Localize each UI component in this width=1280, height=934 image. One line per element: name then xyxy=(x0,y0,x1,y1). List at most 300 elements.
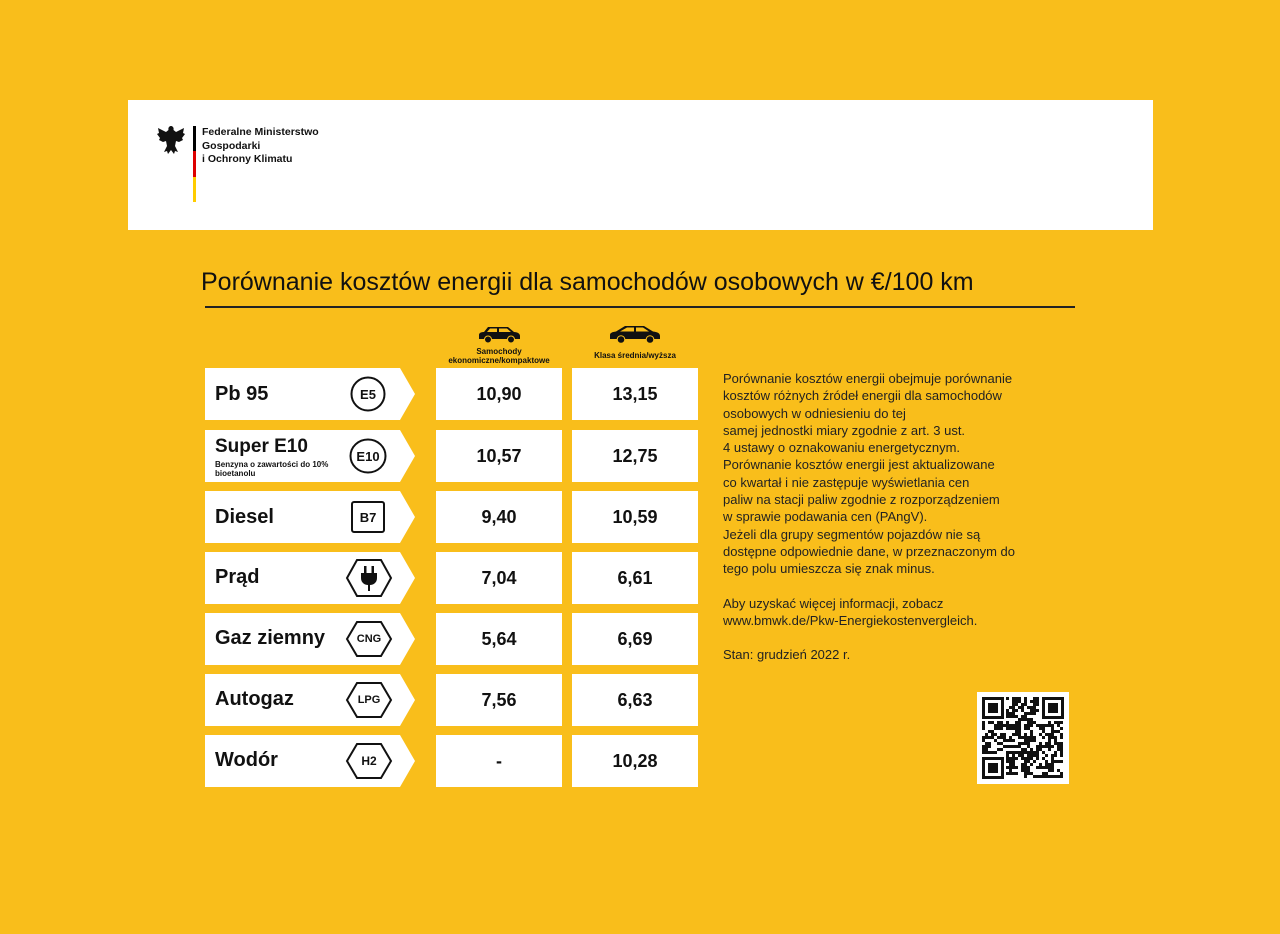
qr-module xyxy=(1030,739,1033,742)
qr-module xyxy=(988,736,991,739)
qr-module xyxy=(1018,754,1021,757)
fuel-name: Gaz ziemny xyxy=(215,627,326,649)
qr-module xyxy=(1015,727,1018,730)
qr-module xyxy=(1051,754,1054,757)
qr-module xyxy=(1060,772,1063,775)
cost-cell-midsize: 10,28 xyxy=(572,735,698,787)
qr-module xyxy=(1027,757,1030,760)
qr-module xyxy=(1051,766,1054,769)
qr-module xyxy=(1024,772,1027,775)
flag-stripe-gold xyxy=(193,177,196,202)
qr-module xyxy=(1015,772,1018,775)
qr-module xyxy=(1060,733,1063,736)
qr-module xyxy=(1036,775,1039,778)
qr-module xyxy=(982,727,985,730)
qr-module xyxy=(1024,757,1027,760)
qr-module xyxy=(1024,718,1027,721)
qr-module xyxy=(997,748,1000,751)
qr-module xyxy=(1057,742,1060,745)
qr-module xyxy=(997,727,1000,730)
qr-module xyxy=(1054,739,1057,742)
qr-module xyxy=(1051,757,1054,760)
qr-module xyxy=(1039,724,1042,727)
qr-module xyxy=(1057,721,1060,724)
qr-module xyxy=(1018,727,1021,730)
qr-module xyxy=(1000,721,1003,724)
qr-module xyxy=(1057,730,1060,733)
cost-cell-midsize: 13,15 xyxy=(572,368,698,420)
qr-module xyxy=(982,724,985,727)
qr-module xyxy=(1054,742,1057,745)
qr-module xyxy=(1045,775,1048,778)
qr-module xyxy=(1006,739,1009,742)
federal-eagle-icon xyxy=(156,124,186,156)
qr-module xyxy=(1030,763,1033,766)
fuel-badge-lpg xyxy=(345,681,393,719)
qr-module xyxy=(1012,766,1015,769)
qr-module xyxy=(1054,751,1057,754)
cost-cell-midsize: 6,61 xyxy=(572,552,698,604)
qr-module xyxy=(1060,748,1063,751)
qr-module xyxy=(982,721,985,724)
qr-module xyxy=(1042,775,1045,778)
qr-module xyxy=(1030,757,1033,760)
fuel-badge-label: CNG xyxy=(356,633,382,645)
qr-module xyxy=(997,742,1000,745)
qr-module xyxy=(1027,745,1030,748)
qr-module xyxy=(1015,697,1018,700)
qr-module xyxy=(1009,736,1012,739)
qr-module xyxy=(1024,697,1027,700)
qr-module xyxy=(1024,775,1027,778)
qr-module xyxy=(1051,760,1054,763)
qr-module xyxy=(1027,754,1030,757)
qr-module xyxy=(1027,718,1030,721)
qr-module xyxy=(1024,724,1027,727)
qr-module xyxy=(1006,751,1009,754)
qr-module xyxy=(1030,718,1033,721)
qr-module xyxy=(1006,727,1009,730)
fuel-badge-label: LPG xyxy=(357,694,381,706)
qr-module xyxy=(982,736,985,739)
ministry-name xyxy=(202,126,319,167)
qr-module xyxy=(1006,745,1009,748)
compact-car-icon xyxy=(476,326,522,344)
qr-module xyxy=(1024,703,1027,706)
qr-module xyxy=(1051,763,1054,766)
qr-module xyxy=(1003,733,1006,736)
qr-module xyxy=(1009,760,1012,763)
qr-module xyxy=(1060,754,1063,757)
qr-module xyxy=(1003,736,1006,739)
qr-module xyxy=(1012,706,1015,709)
qr-module xyxy=(1021,736,1024,739)
qr-module xyxy=(985,745,988,748)
qr-module xyxy=(1027,724,1030,727)
qr-module xyxy=(1012,727,1015,730)
qr-module xyxy=(1009,724,1012,727)
qr-module xyxy=(1048,745,1051,748)
qr-module xyxy=(1009,745,1012,748)
qr-module xyxy=(1015,733,1018,736)
qr-module xyxy=(1015,745,1018,748)
qr-module xyxy=(1060,727,1063,730)
qr-module xyxy=(1021,748,1024,751)
qr-module xyxy=(1030,751,1033,754)
qr-module xyxy=(1009,706,1012,709)
qr-module xyxy=(1012,772,1015,775)
qr-code-icon xyxy=(977,692,1069,784)
qr-module xyxy=(1051,745,1054,748)
qr-module xyxy=(1018,700,1021,703)
fuel-row-cng xyxy=(205,613,415,665)
fuel-row-pb95 xyxy=(205,368,415,420)
qr-module xyxy=(1045,760,1048,763)
qr-module xyxy=(1009,763,1012,766)
qr-module xyxy=(1033,709,1036,712)
flag-stripe-red xyxy=(193,151,196,176)
fuel-badge-label: H2 xyxy=(361,754,377,768)
cost-cell-compact: 9,40 xyxy=(436,491,562,543)
qr-module xyxy=(1024,751,1027,754)
qr-module xyxy=(1036,748,1039,751)
qr-module xyxy=(1033,775,1036,778)
qr-module xyxy=(1012,757,1015,760)
qr-module xyxy=(985,748,988,751)
qr-module xyxy=(1033,697,1036,700)
fuel-row-hydrogen xyxy=(205,735,415,787)
qr-module xyxy=(1006,754,1009,757)
ministry-line-3: i Ochrony Klimatu xyxy=(202,153,293,165)
qr-module xyxy=(1009,715,1012,718)
cost-cell-compact: 10,90 xyxy=(436,368,562,420)
qr-module xyxy=(1054,754,1057,757)
fuel-row-super-e10 xyxy=(205,430,415,482)
fuel-row-lpg xyxy=(205,674,415,726)
qr-module xyxy=(1015,724,1018,727)
qr-module xyxy=(1030,754,1033,757)
qr-module xyxy=(1060,745,1063,748)
flag-stripe-black xyxy=(193,126,196,151)
qr-module xyxy=(1027,721,1030,724)
qr-module xyxy=(1021,754,1024,757)
qr-module xyxy=(1042,724,1045,727)
qr-module xyxy=(1021,763,1024,766)
qr-module xyxy=(1030,730,1033,733)
cost-cell-compact: 10,57 xyxy=(436,430,562,482)
ministry-line-1: Federalne Ministerstwo xyxy=(202,126,319,138)
qr-module xyxy=(1033,760,1036,763)
fuel-name: Autogaz xyxy=(215,688,294,710)
qr-module xyxy=(1024,712,1027,715)
qr-module xyxy=(1027,760,1030,763)
qr-module xyxy=(1012,715,1015,718)
qr-module xyxy=(1036,754,1039,757)
qr-module xyxy=(1060,751,1063,754)
qr-module xyxy=(1060,760,1063,763)
qr-module xyxy=(1018,751,1021,754)
fuel-badge-label: E10 xyxy=(356,448,380,464)
qr-module xyxy=(1021,742,1024,745)
qr-module xyxy=(1045,766,1048,769)
cost-cell-midsize: 12,75 xyxy=(572,430,698,482)
qr-module xyxy=(1009,727,1012,730)
qr-module xyxy=(1048,763,1051,766)
qr-module xyxy=(1048,748,1051,751)
qr-module xyxy=(1012,700,1015,703)
fuel-name: Pb 95 xyxy=(215,383,269,405)
qr-module xyxy=(1048,775,1051,778)
qr-module xyxy=(997,724,1000,727)
qr-module xyxy=(1030,709,1033,712)
qr-module xyxy=(1027,769,1030,772)
qr-module xyxy=(1018,724,1021,727)
fuel-name: Prąd xyxy=(215,566,260,588)
qr-module xyxy=(1006,772,1009,775)
qr-module xyxy=(1048,733,1051,736)
qr-module xyxy=(994,727,997,730)
qr-module xyxy=(1048,769,1051,772)
qr-module xyxy=(1030,706,1033,709)
qr-module xyxy=(1012,712,1015,715)
status-date: Stan: grudzień 2022 r. xyxy=(723,647,851,663)
qr-module xyxy=(994,751,997,754)
cost-cell-compact: - xyxy=(436,735,562,787)
qr-module xyxy=(1048,766,1051,769)
qr-module xyxy=(1006,760,1009,763)
qr-module xyxy=(1003,724,1006,727)
qr-module xyxy=(1006,724,1009,727)
qr-module xyxy=(1045,763,1048,766)
qr-module xyxy=(1024,766,1027,769)
description-text xyxy=(723,370,1063,680)
qr-module xyxy=(1048,724,1051,727)
qr-module xyxy=(1021,769,1024,772)
qr-module xyxy=(1015,751,1018,754)
qr-module xyxy=(1057,760,1060,763)
fuel-row-diesel xyxy=(205,491,415,543)
qr-module xyxy=(1012,703,1015,706)
cost-cell-midsize: 6,69 xyxy=(572,613,698,665)
qr-module xyxy=(1024,739,1027,742)
qr-module xyxy=(1030,748,1033,751)
qr-module xyxy=(1030,772,1033,775)
qr-module xyxy=(1033,721,1036,724)
qr-module xyxy=(1051,724,1054,727)
qr-module xyxy=(1027,727,1030,730)
cost-cell-compact: 7,04 xyxy=(436,552,562,604)
qr-module xyxy=(1042,751,1045,754)
qr-module xyxy=(985,733,988,736)
qr-module xyxy=(1006,709,1009,712)
qr-module xyxy=(1054,730,1057,733)
qr-module xyxy=(1039,775,1042,778)
column-header-midsize xyxy=(572,324,698,360)
fuel-badge-e5 xyxy=(350,376,386,412)
qr-module xyxy=(1057,748,1060,751)
column-header-midsize-label: Klasa średnia/wyższa xyxy=(594,351,676,360)
qr-module xyxy=(1048,721,1051,724)
qr-module xyxy=(985,736,988,739)
qr-module xyxy=(1000,748,1003,751)
qr-module xyxy=(1006,721,1009,724)
qr-module xyxy=(1021,715,1024,718)
fuel-badge-electric xyxy=(345,558,393,598)
qr-module xyxy=(1024,742,1027,745)
qr-module xyxy=(1018,721,1021,724)
qr-module xyxy=(1006,715,1009,718)
qr-module xyxy=(1030,712,1033,715)
qr-module xyxy=(1060,736,1063,739)
qr-module xyxy=(1000,727,1003,730)
qr-module xyxy=(1045,745,1048,748)
qr-module xyxy=(1012,760,1015,763)
qr-module xyxy=(1057,769,1060,772)
fuel-badge-e10 xyxy=(349,438,387,474)
fuel-name: Super E10 xyxy=(215,436,308,457)
qr-module xyxy=(1018,742,1021,745)
qr-module xyxy=(1048,739,1051,742)
qr-module xyxy=(1060,721,1063,724)
qr-module xyxy=(1021,706,1024,709)
qr-module xyxy=(1006,757,1009,760)
qr-module xyxy=(1051,769,1054,772)
fuel-row-electricity xyxy=(205,552,415,604)
qr-module xyxy=(1033,712,1036,715)
qr-module xyxy=(1012,724,1015,727)
qr-module xyxy=(1003,745,1006,748)
qr-module xyxy=(1054,775,1057,778)
qr-module xyxy=(1000,736,1003,739)
qr-module xyxy=(1024,763,1027,766)
qr-code-graphic xyxy=(977,692,1069,784)
fuel-name: Diesel xyxy=(215,506,274,528)
qr-module xyxy=(1027,766,1030,769)
qr-module xyxy=(1048,742,1051,745)
description-paragraph: Porównanie kosztów energii obejmuje porównanie kosztów różnych źródeł energii dla samochodów osobowych w odniesieniu do tej samej jednostki miary zgodnie z art. 3 ust. 4 ustawy o oznakowaniu energetycznym. Porównanie kosztów energii jest aktualizowane co kwartał i nie zastępuje wyświetlania cen paliw na stacji paliw zgodnie z rozporządzeniem w sprawie podawania cen (PAngV). Jeżeli dla grupy segmentów pojazdów nie są dostępne odpowiednie dane, w przeznaczonym do tego polu umieszcza się znak minus. xyxy=(723,371,1015,577)
qr-module xyxy=(1036,745,1039,748)
qr-module xyxy=(982,751,985,754)
qr-module xyxy=(997,736,1000,739)
qr-module xyxy=(1060,742,1063,745)
qr-module xyxy=(1033,736,1036,739)
qr-module xyxy=(1051,736,1054,739)
column-header-compact-label: Samochody ekonomiczne/kompaktowe xyxy=(448,347,550,365)
qr-module xyxy=(1033,739,1036,742)
qr-module xyxy=(1036,697,1039,700)
qr-module xyxy=(1027,742,1030,745)
qr-module xyxy=(1012,754,1015,757)
qr-module xyxy=(1009,766,1012,769)
fuel-badge-cng xyxy=(345,620,393,658)
qr-module xyxy=(1051,730,1054,733)
qr-module xyxy=(1012,739,1015,742)
column-header-compact xyxy=(436,326,562,365)
qr-module xyxy=(1024,733,1027,736)
cost-cell-compact: 7,56 xyxy=(436,674,562,726)
qr-module xyxy=(985,751,988,754)
qr-module xyxy=(1042,766,1045,769)
qr-module xyxy=(985,742,988,745)
qr-module xyxy=(988,742,991,745)
qr-module xyxy=(1039,745,1042,748)
qr-module xyxy=(1039,742,1042,745)
qr-module xyxy=(1006,766,1009,769)
qr-module xyxy=(1039,748,1042,751)
qr-module xyxy=(994,733,997,736)
qr-module xyxy=(1054,736,1057,739)
qr-module xyxy=(1045,733,1048,736)
qr-module xyxy=(1021,766,1024,769)
qr-module xyxy=(1012,697,1015,700)
page-title: Porównanie kosztów energii dla samochodów osobowych w €/100 km xyxy=(201,268,974,296)
qr-module xyxy=(1039,733,1042,736)
qr-module xyxy=(1036,709,1039,712)
qr-module xyxy=(1009,751,1012,754)
qr-module xyxy=(1045,772,1048,775)
midsize-car-icon xyxy=(608,324,662,344)
qr-module xyxy=(1024,700,1027,703)
cost-cell-compact: 5,64 xyxy=(436,613,562,665)
qr-module xyxy=(1018,736,1021,739)
ministry-header xyxy=(128,100,1153,230)
qr-module xyxy=(1018,718,1021,721)
qr-module xyxy=(1048,736,1051,739)
qr-module xyxy=(1012,709,1015,712)
qr-module xyxy=(994,724,997,727)
qr-module xyxy=(1009,712,1012,715)
qr-module xyxy=(1039,763,1042,766)
qr-module xyxy=(1045,742,1048,745)
qr-module xyxy=(1021,709,1024,712)
qr-module xyxy=(1036,700,1039,703)
qr-module xyxy=(1036,766,1039,769)
qr-module xyxy=(1018,706,1021,709)
qr-module xyxy=(1036,751,1039,754)
qr-module xyxy=(1033,751,1036,754)
qr-module xyxy=(1045,724,1048,727)
qr-module xyxy=(1027,739,1030,742)
qr-module xyxy=(988,721,991,724)
qr-module xyxy=(1045,754,1048,757)
qr-module xyxy=(1030,736,1033,739)
qr-module xyxy=(1015,703,1018,706)
qr-module xyxy=(988,751,991,754)
qr-module xyxy=(991,733,994,736)
qr-module xyxy=(1033,706,1036,709)
qr-module xyxy=(1033,703,1036,706)
qr-module xyxy=(1018,745,1021,748)
qr-module xyxy=(991,721,994,724)
qr-module xyxy=(1030,700,1033,703)
qr-module xyxy=(1015,757,1018,760)
qr-module xyxy=(1024,736,1027,739)
qr-module xyxy=(1018,733,1021,736)
electric-plug-icon xyxy=(345,558,393,598)
qr-module xyxy=(1033,754,1036,757)
qr-module xyxy=(1009,772,1012,775)
fuel-badge-b7 xyxy=(351,501,385,533)
qr-module xyxy=(1024,727,1027,730)
qr-module xyxy=(1015,721,1018,724)
qr-module xyxy=(1021,703,1024,706)
qr-module xyxy=(1012,745,1015,748)
qr-module xyxy=(1057,775,1060,778)
qr-module xyxy=(1018,730,1021,733)
qr-module xyxy=(1000,724,1003,727)
qr-module xyxy=(1030,724,1033,727)
qr-module xyxy=(1024,715,1027,718)
